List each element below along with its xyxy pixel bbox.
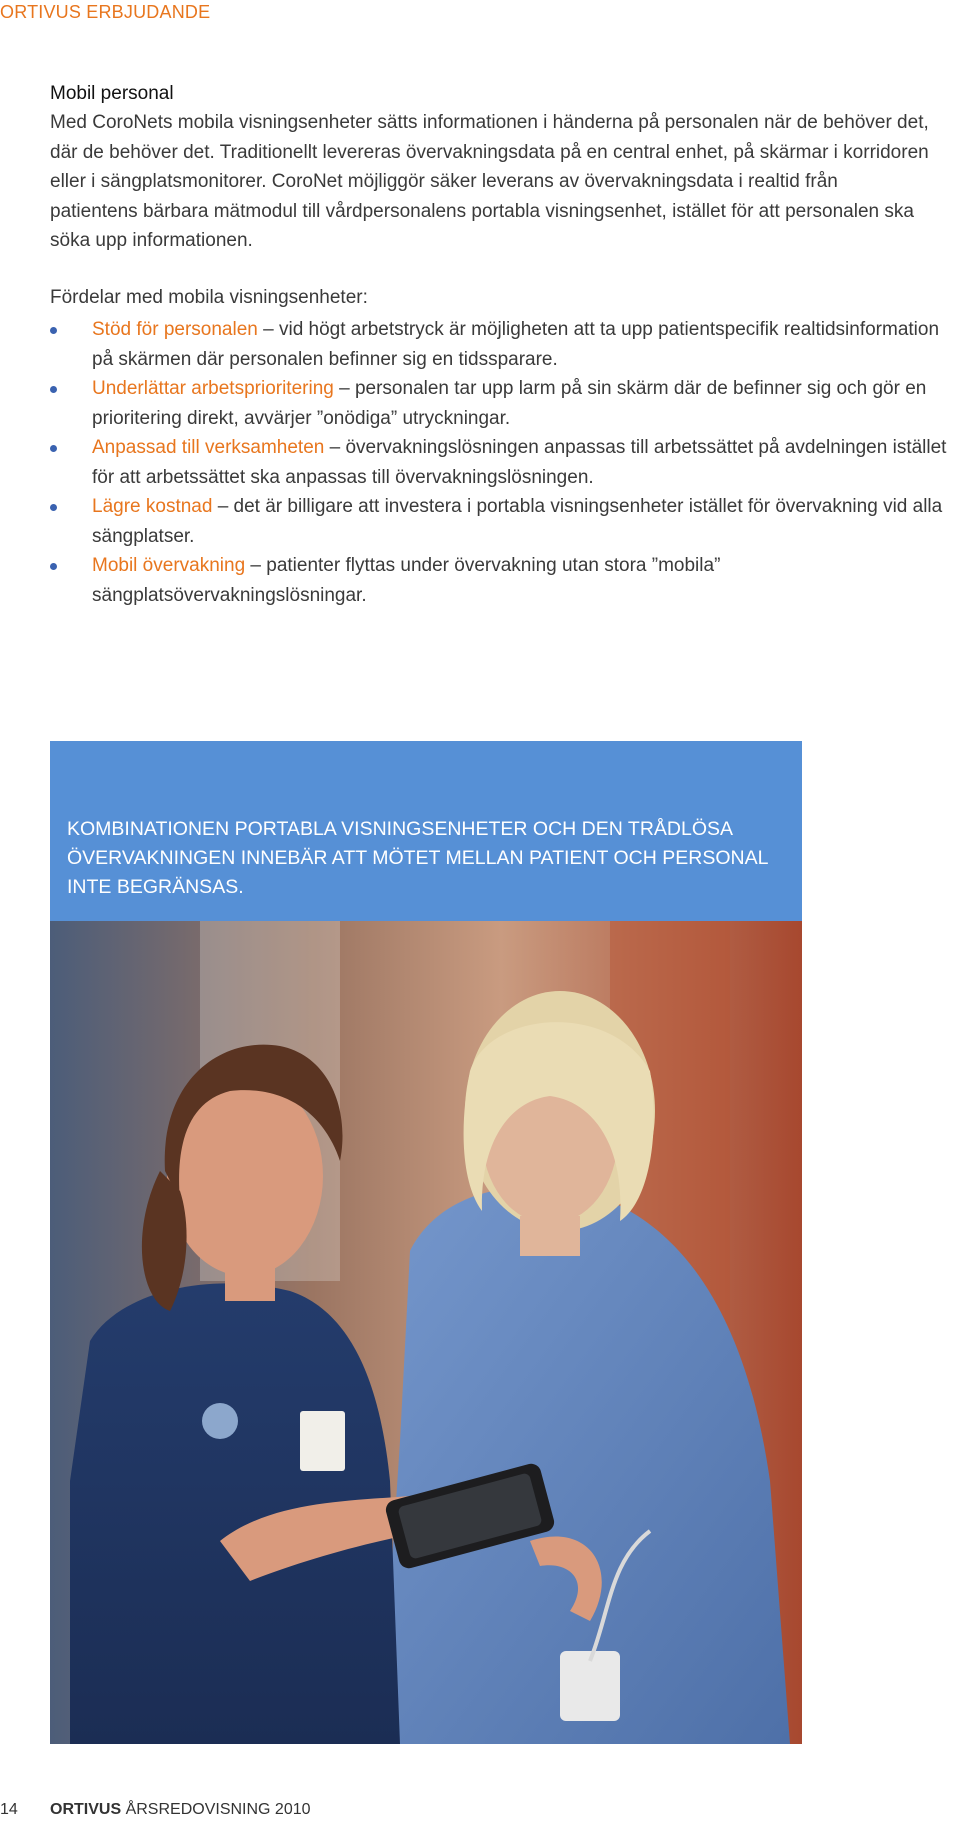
- benefit-item: [50, 492, 950, 551]
- bullet-icon: [50, 563, 57, 570]
- benefit-title: Lägre kostnad: [92, 496, 213, 517]
- bullet-icon: [50, 504, 57, 511]
- benefit-item: [50, 315, 950, 374]
- footer-brand: ORTIVUS: [50, 1801, 122, 1818]
- benefit-text: – vid högt arbetstryck är möjligheten att ta upp patientspecifik realtidsinformation på skärmen där personalen befinner sig en tidssparare.: [92, 319, 940, 370]
- article-heading: Mobil personal: [50, 83, 174, 104]
- benefit-title: Mobil övervakning: [92, 555, 246, 576]
- nurse-patient-photo: [50, 921, 802, 1744]
- benefit-title: Stöd för personalen: [92, 319, 258, 340]
- photo-illustration: [50, 921, 802, 1744]
- bullet-icon: [50, 327, 57, 334]
- callout-text: KOMBINATIONEN PORTABLA VISNINGSENHETER OCH DEN TRÅDLÖSA ÖVERVAKNINGEN INNEBÄR ATT MÖTET MELLAN PATIENT OCH PERSONAL INTE BEGRÄNSAS.: [67, 818, 768, 898]
- benefit-title: Underlättar arbetsprioritering: [92, 378, 334, 399]
- intro-paragraph: Med CoroNets mobila visningsenheter sätts informationen i händerna på personalen när de behöver det, där de behöver det. Traditionellt levereras övervakningsdata på en central enhet, på skärmar i korridoren eller i sängplatsmonitorer. CoroNet möjliggör säker leverans av övervakningsdata i realtid från patientens bärbara mätmodul till vårdpersonalens portabla visningsenhet, istället för att personalen ska söka upp informationen.: [50, 112, 929, 251]
- benefit-item: [50, 433, 950, 492]
- benefit-text: – patienter flyttas under övervakning utan stora ”mobila” sängplatsövervakningslösningar.: [92, 555, 721, 606]
- benefit-text: – övervakningslösningen anpassas till arbetssättet på avdelningen istället för att arbetssättet ska anpassas till övervakningslösningen.: [92, 437, 947, 488]
- benefit-item: [50, 551, 950, 610]
- benefits-list: [50, 315, 950, 610]
- benefits-title: Fördelar med mobila visningsenheter:: [50, 287, 368, 308]
- benefit-text: – personalen tar upp larm på sin skärm där de befinner sig och gör en prioritering direkt, avvärjer ”onödiga” utryckningar.: [92, 378, 927, 429]
- page-number: 14: [0, 1801, 18, 1818]
- benefit-title: Anpassad till verksamheten: [92, 437, 325, 458]
- benefit-text: – det är billigare att investera i portabla visningsenheter istället för övervakning vid alla sängplatser.: [92, 496, 943, 547]
- section-header: ORTIVUS ERBJUDANDE: [0, 2, 211, 22]
- footer-report-title: [50, 1801, 311, 1819]
- benefit-item: [50, 374, 950, 433]
- bullet-icon: [50, 445, 57, 452]
- footer-report: ÅRSREDOVISNING 2010: [121, 1801, 311, 1818]
- callout-box: [50, 741, 802, 921]
- bullet-icon: [50, 386, 57, 393]
